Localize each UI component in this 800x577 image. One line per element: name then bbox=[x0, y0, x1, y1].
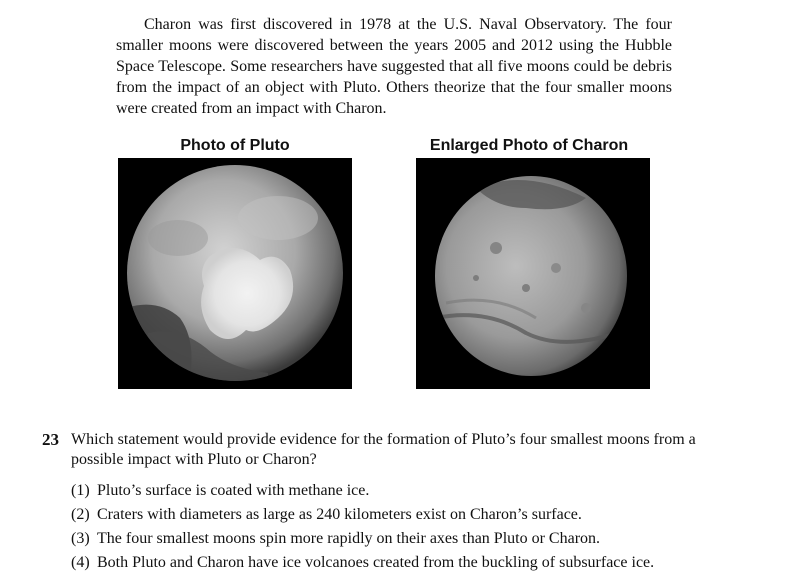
charon-figure bbox=[416, 136, 650, 389]
choice-text: Craters with diameters as large as 240 kilometers exist on Charon’s surface. bbox=[97, 506, 582, 523]
choice-text: Pluto’s surface is coated with methane ice. bbox=[97, 482, 370, 499]
pluto-figure bbox=[118, 136, 352, 389]
question-number: 23 bbox=[42, 430, 59, 449]
pluto-photo-title: Photo of Pluto bbox=[180, 137, 290, 154]
question-stem: Which statement would provide evidence for the formation of Pluto’s four smallest moons from a possible impact with Pluto or Charon? bbox=[71, 431, 696, 468]
answer-choice[interactable] bbox=[71, 553, 771, 577]
passage-text: Charon was first discovered in 1978 at the U.S. Naval Observatory. The four smaller moons were discovered between the years 2005 and 2012 using the Hubble Space Telescope. Some researchers have suggested that all five moons could be debris from the impact of an object with Pluto. Others theorize that the four smaller moons were created from an impact with Charon. bbox=[116, 16, 672, 117]
pluto-photo bbox=[118, 158, 352, 389]
choice-text: Both Pluto and Charon have ice volcanoes created from the buckling of subsurface ice. bbox=[97, 554, 655, 571]
charon-photo bbox=[416, 158, 650, 389]
charon-photo-title: Enlarged Photo of Charon bbox=[429, 137, 629, 154]
choice-number: (3) bbox=[71, 530, 90, 547]
answer-choices bbox=[71, 481, 771, 577]
answer-choice[interactable] bbox=[71, 481, 771, 505]
answer-choice[interactable] bbox=[71, 529, 771, 553]
choice-number: (4) bbox=[71, 554, 90, 571]
choice-number: (2) bbox=[71, 506, 90, 523]
choice-text: The four smallest moons spin more rapidly on their axes than Pluto or Charon. bbox=[97, 530, 601, 547]
choice-number: (1) bbox=[71, 482, 90, 499]
answer-choice[interactable] bbox=[71, 505, 771, 529]
